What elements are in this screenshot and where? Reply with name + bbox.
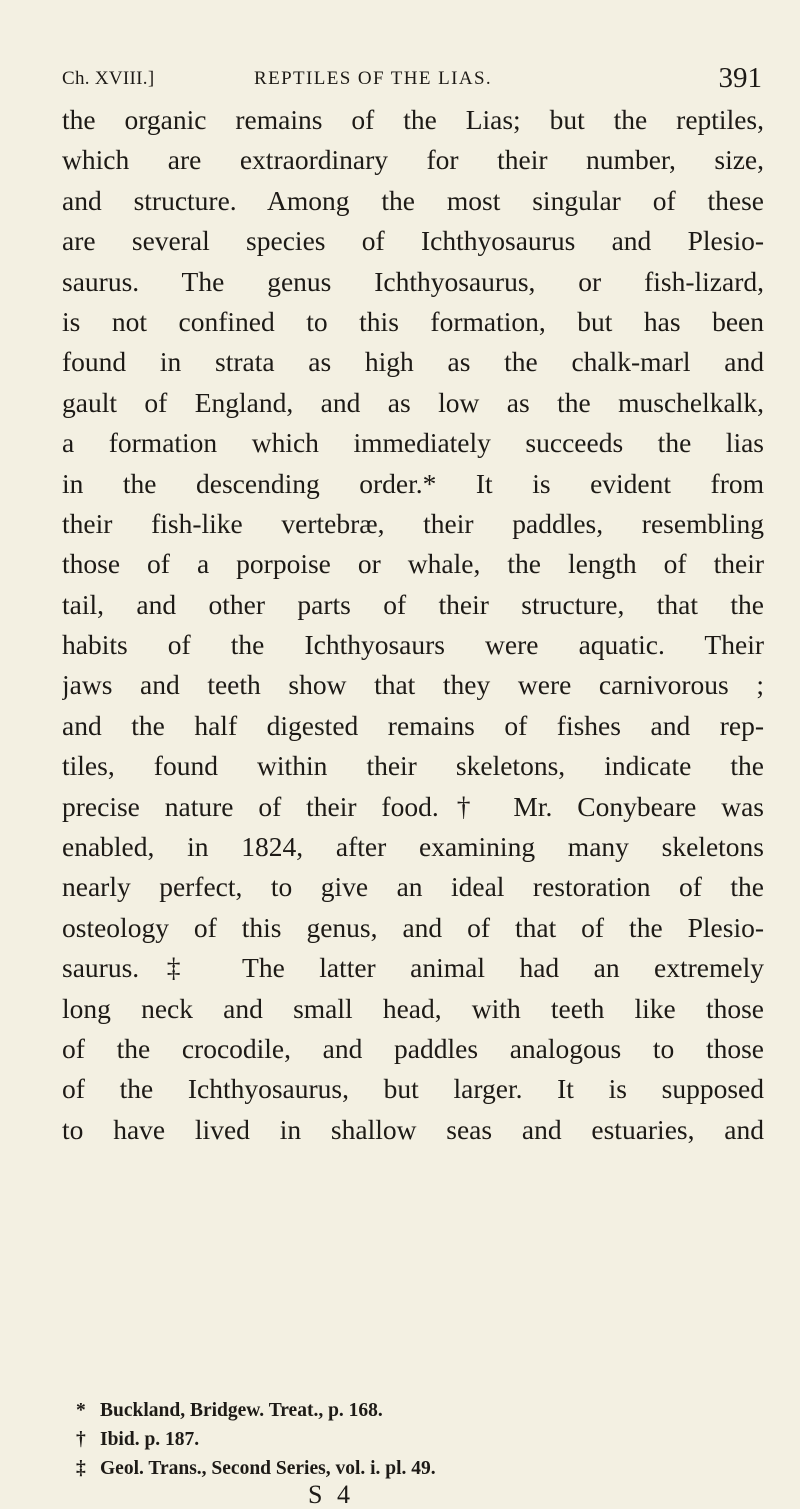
text-line: are several species of Ichthyosaurus and Plesio-	[62, 225, 764, 257]
text-line: and structure. Among the most singular of these	[62, 184, 764, 216]
footnotes	[62, 1396, 762, 1483]
footnote	[62, 1396, 762, 1425]
footnote-text: Buckland, Bridgew. Treat., p. 168.	[100, 1400, 383, 1421]
text-line: their fish-like vertebræ, their paddles, resembling	[62, 507, 764, 539]
text-line: saurus.‡ The latter animal had an extremely	[62, 952, 764, 984]
text-line: saurus. The genus Ichthyosaurus, or fish-lizard,	[62, 265, 764, 297]
footnote-mark: †	[76, 1429, 86, 1450]
text-line: habits of the Ichthyosaurs were aquatic. Their	[62, 629, 764, 661]
text-line: is not confined to this formation, but has been	[62, 305, 764, 337]
text-line: found in strata as high as the chalk-marl and	[62, 346, 764, 378]
body-text	[62, 100, 764, 1150]
text-line: enabled, in 1824, after examining many skeletons	[62, 831, 764, 863]
text-line: of the Ichthyosaurus, but larger. It is supposed	[62, 1073, 764, 1105]
running-head	[62, 62, 762, 102]
text-line: nearly perfect, to give an ideal restoration of the	[62, 871, 764, 903]
text-line: which are extraordinary for their number, size,	[62, 144, 764, 176]
text-line: the organic remains of the Lias; but the reptiles,	[62, 104, 764, 135]
text-line: and the half digested remains of fishes and rep-	[62, 709, 764, 741]
text-line: tiles, found within their skeletons, indicate the	[62, 750, 764, 782]
text-line: long neck and small head, with teeth like those	[62, 992, 764, 1024]
footnote-text: Ibid. p. 187.	[100, 1429, 200, 1450]
footnote-mark: ‡	[76, 1458, 86, 1479]
text-line: to have lived in shallow seas and estuaries, and	[62, 1113, 764, 1145]
page-number: 391	[718, 62, 762, 94]
chapter-reference: Ch. XVIII.]	[62, 68, 155, 89]
text-line: those of a porpoise or whale, the length of their	[62, 548, 764, 580]
text-line: jaws and teeth show that they were carnivorous ;	[62, 669, 764, 701]
running-title: REPTILES OF THE LIAS.	[254, 68, 493, 89]
text-line: gault of England, and as low as the muschelkalk,	[62, 386, 764, 418]
footnote	[62, 1425, 762, 1454]
footnote-text: Geol. Trans., Second Series, vol. i. pl. 49.	[100, 1458, 436, 1479]
text-line: in the descending order.* It is evident from	[62, 467, 764, 499]
text-line: a formation which immediately succeeds the lias	[62, 427, 764, 459]
text-line: tail, and other parts of their structure, that the	[62, 588, 764, 620]
text-line: of the crocodile, and paddles analogous to those	[62, 1032, 764, 1064]
footnote	[62, 1454, 762, 1483]
signature-mark: S 4	[308, 1480, 354, 1509]
text-line: osteology of this genus, and of that of the Plesio-	[62, 911, 764, 943]
text-line: precise nature of their food.† Mr. Conybeare was	[62, 790, 764, 822]
footnote-mark: *	[76, 1400, 86, 1421]
